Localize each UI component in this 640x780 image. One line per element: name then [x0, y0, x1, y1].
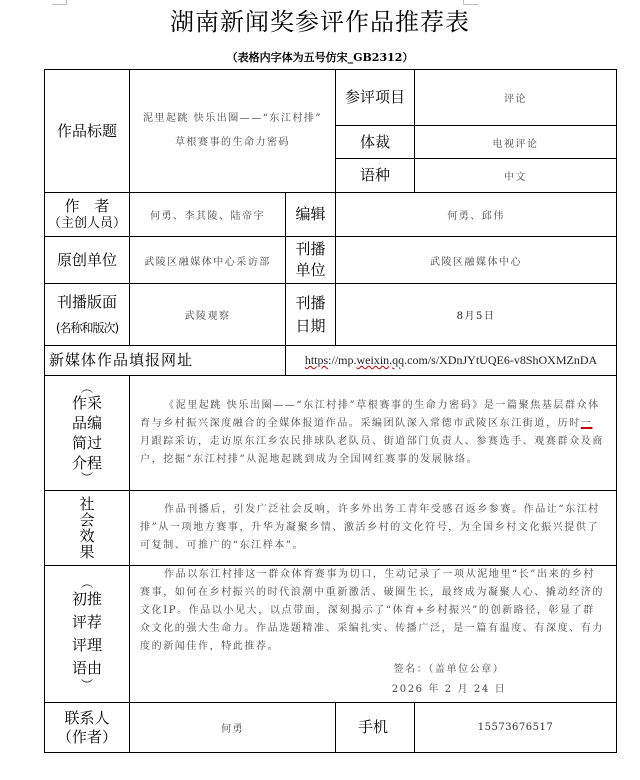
recommend-text-paragraph: 作品以东江村排这一群众体育赛事为切口，生动记录了一项从泥地里“长”出来的乡村赛事，如何在乡村振兴的时代浪潮中重新激活、破圈生长，最终成为凝聚人心、撬动经济的文化IP。作品以小见大，以点带面，深刻揭示了“体育+乡村振兴”的创新路径，彰显了群众文化的强大生命力。作品选题精准、采编扎实、传播广泛，是一篇有温度、有深度、有力度的新闻佳作，特此推荐。 [140, 569, 604, 652]
contact-label [45, 703, 130, 753]
process-text-highlight: 一 [580, 418, 593, 429]
process-label [45, 376, 130, 491]
publish-section-label-line-2: (名称和版次) [55, 320, 119, 335]
signature-label: 签名：（盖单位公章） [393, 664, 505, 675]
effect-label-3: 效 [79, 527, 95, 545]
origin-unit-label: 原创单位 [45, 237, 130, 284]
effect-text-paragraph: 作品刊播后，引发广泛社会反响，许多外出务工青年受感召返乡参赛。作品让“东江村排”从一项地方赛事，升华为凝聚乡情、激活乡村的文化符号，为全国乡村文化振兴提供了可复制、可推广的“东江样本”。 [140, 504, 600, 551]
phone-label: 手机 [358, 718, 389, 736]
url-label: 新媒体作品填报网址 [45, 346, 286, 376]
publish-section-label [45, 284, 130, 346]
author-label-line-2: （主创人员） [47, 215, 126, 231]
publish-section-value[interactable]: 武陵观察 [130, 284, 286, 346]
url-part-5: qq [392, 353, 405, 367]
recommendation-form-table [44, 69, 617, 753]
effect-label-2: 会 [79, 511, 95, 529]
process-label-3: 简过 [71, 434, 102, 452]
recommend-label-2: 评荐 [71, 613, 102, 631]
process-text-b: 月跟踪采访，走访原东江乡农民排球队老队员、街道部门负责人、参赛选手、观赛群众及商户，挖掘“东江村排”从泥地起跳到成为全国网红赛事的发展脉络。 [140, 436, 604, 465]
genre-label: 体裁 [336, 126, 415, 159]
contact-value[interactable]: 何勇 [130, 703, 336, 753]
category-value[interactable]: 评论 [415, 70, 617, 126]
url-part-6: .com/s/XDnJYtUQE6-v8ShOXMZnDA [404, 353, 598, 367]
work-title-value[interactable] [130, 70, 336, 193]
recommend-text[interactable] [130, 566, 617, 703]
process-label-4: 介程 [71, 454, 102, 472]
publish-date-label-line-2: 日期 [295, 316, 326, 335]
effect-label [45, 491, 130, 566]
publish-unit-label-line-2: 单位 [295, 261, 326, 279]
effect-label-1: 社 [79, 495, 95, 513]
language-value[interactable]: 中文 [415, 159, 617, 193]
close-paren-mark: ︶ [80, 471, 93, 485]
recommend-label-4: 语由 [71, 659, 102, 677]
category-label: 参评项目 [336, 70, 415, 126]
publish-date-label-line-1: 刊播 [295, 293, 326, 312]
url-part-4: . [389, 353, 393, 367]
url-part-3: weixin [356, 353, 390, 367]
work-title-line-2: 草根赛事的生命力密码 [175, 137, 290, 148]
editor-value[interactable]: 何勇、邱伟 [336, 193, 617, 237]
close-paren-mark: ︶ [80, 678, 93, 692]
editor-label: 编辑 [286, 193, 336, 237]
recommend-label-1: 初推 [71, 590, 102, 608]
author-label [45, 193, 130, 237]
publish-unit-value[interactable]: 武陵区融媒体中心 [336, 237, 617, 284]
publish-section-label-line-1: 刊播版面 [56, 292, 117, 311]
url-part-1: https [304, 353, 329, 367]
url-part-2: ://mp. [328, 353, 357, 367]
work-title-line-1: 泥里起跳 快乐出圈——“东江村排” [143, 113, 322, 124]
process-label-2: 品编 [71, 414, 102, 432]
recommend-label [45, 566, 130, 703]
publish-date-value[interactable]: 8月5日 [336, 284, 617, 346]
origin-unit-value[interactable]: 武陵区融媒体中心采访部 [130, 237, 286, 284]
process-text-a: 《泥里起跳 快乐出圈——“东江村排”草根赛事的生命力密码》是一篇聚焦基层群众体育与乡村振兴深度融合的全媒体报道作品。采编团队深入常德市武陵区东江街道，历时 [140, 400, 600, 429]
process-label-1: 作采 [71, 394, 102, 412]
signature-date: 2026 年 2 月 24 日 [391, 684, 507, 695]
document-subtitle: （表格内字体为五号仿宋_GB2312） [226, 51, 414, 64]
open-paren-mark: ︵ [80, 576, 93, 590]
publish-date-label [286, 284, 336, 346]
genre-value[interactable]: 电视评论 [415, 126, 617, 159]
recommend-label-3: 评理 [71, 636, 102, 654]
phone-value[interactable]: 15573676517 [415, 703, 617, 753]
author-value[interactable]: 何勇、李其陵、陆帝宇 [130, 193, 286, 237]
work-title-label: 作品标题 [45, 70, 130, 193]
url-value[interactable] [286, 346, 617, 376]
process-text[interactable] [130, 376, 617, 491]
open-paren-mark: ︵ [80, 381, 93, 395]
contact-label-line-1: 联系人 [64, 708, 110, 727]
phone-label-cell [336, 703, 415, 753]
publish-unit-label [286, 237, 336, 284]
effect-text[interactable] [130, 491, 617, 566]
language-label: 语种 [336, 159, 415, 193]
contact-label-line-2: （作者） [56, 727, 117, 746]
document-title: 湖南新闻奖参评作品推荐表 [170, 8, 470, 36]
effect-label-4: 果 [79, 543, 95, 561]
publish-unit-label-line-1: 刊播 [295, 240, 326, 258]
author-label-line-1: 作 者 [64, 196, 110, 215]
